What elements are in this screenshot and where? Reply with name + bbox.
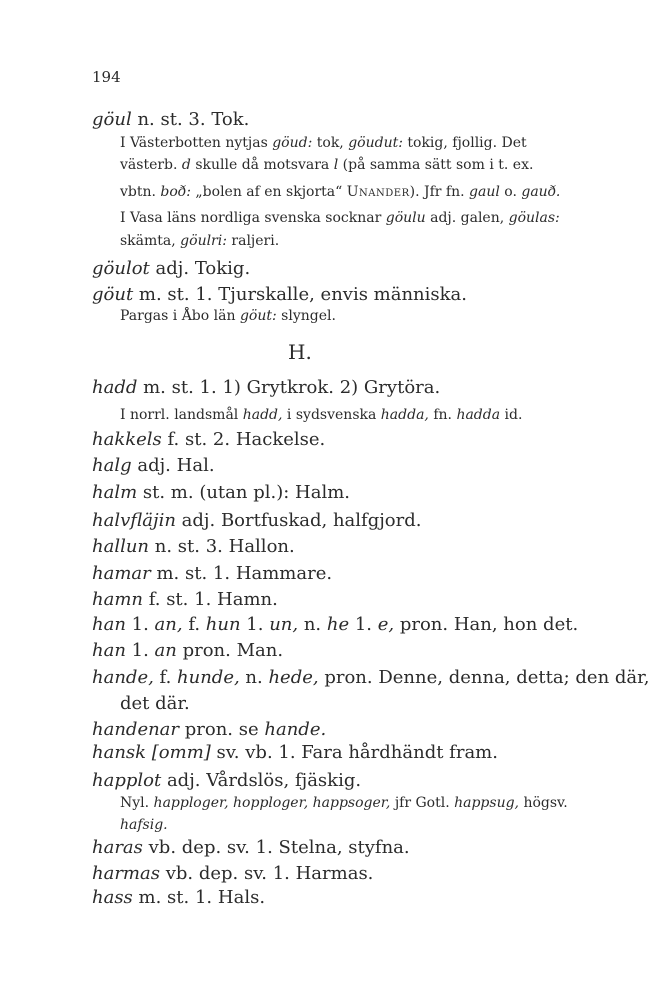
text-run: tok,	[312, 135, 349, 151]
dictionary-entry	[92, 563, 332, 584]
italic-term: handenar	[92, 719, 180, 740]
italic-term: göulri:	[180, 233, 227, 249]
italic-term: göut:	[239, 308, 277, 324]
grammar-label: n. st. 3.	[154, 536, 223, 557]
headword: halg	[92, 455, 132, 476]
italic-term: hadd,	[242, 407, 283, 423]
headword: göul	[92, 109, 132, 130]
text-run: 1.	[349, 614, 378, 635]
text-run: Pargas i Åbo län	[120, 308, 240, 324]
text-run: pron. Denne, denna, detta; den där,	[318, 667, 650, 688]
text-run: vbtn.	[120, 184, 161, 200]
gloss: Harmas.	[295, 863, 374, 884]
italic-term: gauð.	[521, 184, 561, 200]
headword: harmas	[92, 863, 160, 884]
text-run: 1.	[125, 640, 155, 661]
dictionary-entry	[92, 510, 421, 531]
text-run: pron. Man.	[176, 640, 284, 661]
gloss: Vårdslös, fjäskig.	[206, 770, 362, 791]
text-run: f.	[182, 614, 206, 635]
text-run: i sydsvenska	[282, 407, 381, 423]
headword: göut	[92, 284, 134, 305]
gloss: Stelna, styfna.	[278, 837, 410, 858]
text-run: I Vasa läns nordliga svenska socknar	[120, 210, 386, 226]
author-name: Unander	[346, 184, 410, 200]
headword: haras	[92, 837, 143, 858]
text-run: Nyl.	[120, 795, 154, 811]
text-run: raljeri.	[226, 233, 280, 249]
headword: halvfläjin	[92, 510, 176, 531]
headword: göulot	[92, 258, 150, 279]
page-number: 194	[92, 68, 121, 86]
italic-term: an	[154, 640, 177, 661]
gloss: Bortfuskad, halfgjord.	[220, 510, 422, 531]
text-run: pron. Han, hon det.	[394, 614, 579, 635]
text-run: skämta,	[120, 233, 181, 249]
italic-term: han	[92, 614, 126, 635]
italic-term: l	[333, 157, 339, 173]
grammar-label: m. st. 1.	[138, 887, 213, 908]
dictionary-entry	[92, 455, 215, 476]
italic-term: hadda,	[380, 407, 429, 423]
italic-term: un,	[269, 614, 299, 635]
gloss: Halm.	[295, 482, 351, 503]
gloss: Hals.	[217, 887, 266, 908]
grammar-label: vb. dep. sv. 1.	[148, 837, 273, 858]
text-run: I Västerbotten nytjas	[120, 135, 273, 151]
text-run: jfr Gotl.	[390, 795, 455, 811]
gloss: Tjurskalle, envis människa.	[218, 284, 468, 305]
dictionary-entry	[92, 536, 295, 557]
italic-term: gaul	[469, 184, 500, 200]
text-run: västerb.	[120, 157, 182, 173]
headword: hakkels	[92, 429, 162, 450]
grammar-label: m. st. 1.	[156, 563, 231, 584]
gloss: Hamn.	[217, 589, 278, 610]
dictionary-entry	[92, 284, 467, 305]
grammar-label: st. m. (utan pl.):	[142, 482, 290, 503]
italic-term: happsug,	[454, 795, 520, 811]
text-run: f.	[153, 667, 178, 688]
text-run: fn.	[428, 407, 457, 423]
italic-term: göudut:	[348, 135, 403, 151]
gloss: Hallon.	[228, 536, 295, 557]
text-run: n.	[239, 667, 269, 688]
gloss: 1) Grytkrok. 2) Grytöra.	[222, 377, 441, 398]
italic-term: hansk [omm]	[92, 742, 211, 763]
grammar-label: n. st. 3.	[137, 109, 206, 130]
etymology-note	[120, 308, 336, 324]
gloss: Hackelse.	[235, 429, 326, 450]
section-letter: H.	[288, 340, 312, 364]
text-run: 1.	[240, 614, 270, 635]
dictionary-entry	[92, 770, 361, 791]
text-run: skulle då motsvara	[190, 157, 334, 173]
dictionary-entry	[92, 109, 249, 130]
grammar-label: m. st. 1.	[138, 284, 213, 305]
text-run: 1.	[125, 614, 155, 635]
text-run: adj. galen,	[425, 210, 509, 226]
text-run: I norrl. landsmål	[120, 407, 243, 423]
dictionary-entry	[92, 887, 265, 908]
italic-term: hande,	[92, 667, 154, 688]
italic-term: d	[181, 157, 191, 173]
etymology-note	[120, 795, 568, 811]
italic-term: hunde,	[177, 667, 240, 688]
text-run: tokig, fjollig. Det	[402, 135, 527, 151]
text-run: ). Jfr fn.	[409, 184, 470, 200]
italic-term: hande.	[264, 719, 327, 740]
etymology-note	[120, 157, 533, 173]
headword: hadd	[92, 377, 138, 398]
italic-term: göulu	[385, 210, 426, 226]
gloss: Tokig.	[194, 258, 251, 279]
dictionary-entry	[92, 742, 498, 763]
italic-term: hun	[205, 614, 241, 635]
italic-term: happloger, hopploger, happsoger,	[153, 795, 391, 811]
text-run: sv. vb. 1. Fara hårdhändt fram.	[210, 742, 498, 763]
etymology-note	[120, 817, 168, 833]
italic-term: he	[326, 614, 350, 635]
dictionary-entry	[92, 719, 326, 740]
dictionary-entry	[92, 258, 250, 279]
grammar-label: adj.	[181, 510, 216, 531]
grammar-label: f. st. 2.	[167, 429, 231, 450]
text-run: (på samma sätt som i t. ex.	[338, 157, 534, 173]
italic-term: boð:	[160, 184, 191, 200]
dictionary-entry	[92, 837, 410, 858]
headword: halm	[92, 482, 138, 503]
italic-term: hadda	[456, 407, 501, 423]
grammar-label: adj.	[166, 770, 201, 791]
italic-term: göud:	[272, 135, 313, 151]
italic-term: hede,	[268, 667, 319, 688]
italic-term: hafsig.	[120, 817, 168, 833]
headword: hass	[92, 887, 133, 908]
etymology-note	[120, 210, 560, 226]
gloss: Tok.	[211, 109, 250, 130]
etymology-note	[120, 184, 560, 200]
text-run: högsv.	[519, 795, 568, 811]
italic-term: han	[92, 640, 126, 661]
etymology-note	[120, 233, 279, 249]
dictionary-entry	[92, 482, 350, 503]
headword: hallun	[92, 536, 150, 557]
headword: hamn	[92, 589, 143, 610]
text-run: slyngel.	[276, 308, 336, 324]
grammar-label: m. st. 1.	[143, 377, 217, 398]
text-run: o.	[499, 184, 522, 200]
dictionary-entry	[92, 429, 325, 450]
headword: hamar	[92, 563, 151, 584]
italic-term: göulas:	[508, 210, 560, 226]
grammar-label: vb. dep. sv. 1.	[165, 863, 290, 884]
text-run: n.	[298, 614, 327, 635]
gloss: Hal.	[176, 455, 215, 476]
dictionary-entry	[92, 640, 283, 661]
text-run: id.	[500, 407, 523, 423]
grammar-label: adj.	[137, 455, 171, 476]
grammar-label: f. st. 1.	[148, 589, 212, 610]
text-run: „bolen af en skjorta“	[190, 184, 347, 200]
text-run: pron. se	[179, 719, 265, 740]
italic-term: an,	[154, 614, 183, 635]
dictionary-entry	[92, 614, 578, 635]
etymology-note	[120, 407, 522, 423]
dictionary-entry	[92, 863, 373, 884]
dictionary-entry	[92, 377, 440, 398]
etymology-note	[120, 135, 527, 151]
gloss: Hammare.	[235, 563, 333, 584]
italic-term: e,	[377, 614, 395, 635]
headword: happlot	[92, 770, 162, 791]
entry-continuation: det där.	[120, 693, 190, 714]
dictionary-entry	[92, 667, 650, 688]
grammar-label: adj.	[155, 258, 190, 279]
dictionary-entry	[92, 589, 278, 610]
